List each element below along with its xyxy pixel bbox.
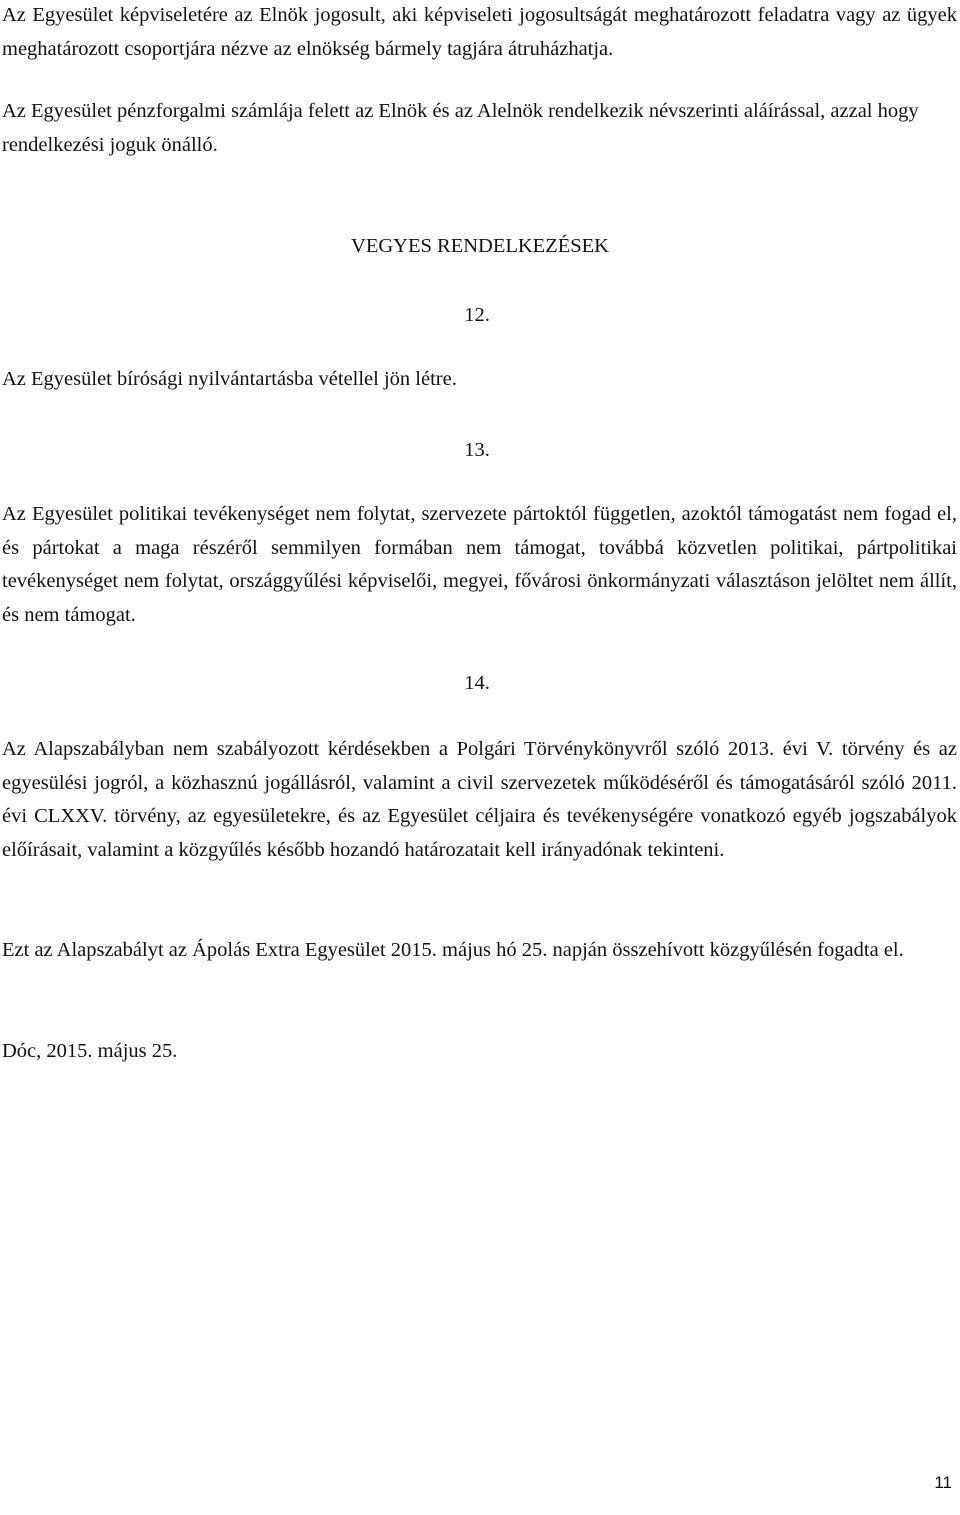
adoption-statement: Ezt az Alapszabályt az Ápolás Extra Egyesület 2015. május hó 25. napján összehívott közgyűlésén fogadta el.	[2, 939, 904, 961]
place-and-date: Dóc, 2015. május 25.	[2, 1040, 178, 1062]
section-number-12: 12.	[464, 304, 490, 326]
section-title: VEGYES RENDELKEZÉSEK	[351, 235, 609, 257]
section-number-14: 14.	[464, 672, 490, 694]
page-number: 11	[934, 1473, 952, 1492]
section-14-text: Az Alapszabályban nem szabályozott kérdésekben a Polgári Törvénykönyvről szóló 2013. évi V. törvény és az egyesülési jogról, a közhasznú jogállásról, valamint a civil szervezetek működéséről és támogatásáról szóló 2011. évi CLXXV. törvény, az egyesületekre, és az Egyesület céljaira és tevékenységére vonatkozó egyéb jogszabályok előírásait, valamint a közgyűlés később hozandó határozatait kell irányadónak tekinteni.	[2, 738, 957, 861]
section-number-13: 13.	[464, 439, 490, 461]
section-13-text: Az Egyesület politikai tevékenységet nem folytat, szervezete pártoktól független, azoktól támogatást nem fogad el, és pártokat a maga részéről semmilyen formában nem támogat, továbbá közvetlen politikai, pártpolitikai tevékenységet nem folytat, országgyűlési képviselői, megyei, fővárosi önkormányzati választáson jelöltet nem állít, és nem támogat.	[2, 503, 957, 626]
section-12-text: Az Egyesület bírósági nyilvántartásba vétellel jön létre.	[2, 368, 457, 390]
paragraph-representation: Az Egyesület képviseletére az Elnök jogosult, aki képviseleti jogosultságát meghatározott feladatra vagy az ügyek meghatározott csoportjára nézve az elnökség bármely tagjára átruházhatja.	[2, 4, 957, 60]
paragraph-bank-account: Az Egyesület pénzforgalmi számlája felett az Elnök és az Alelnök rendelkezik névszerinti aláírással, azzal hogy rendelkezési joguk önálló.	[2, 100, 919, 156]
